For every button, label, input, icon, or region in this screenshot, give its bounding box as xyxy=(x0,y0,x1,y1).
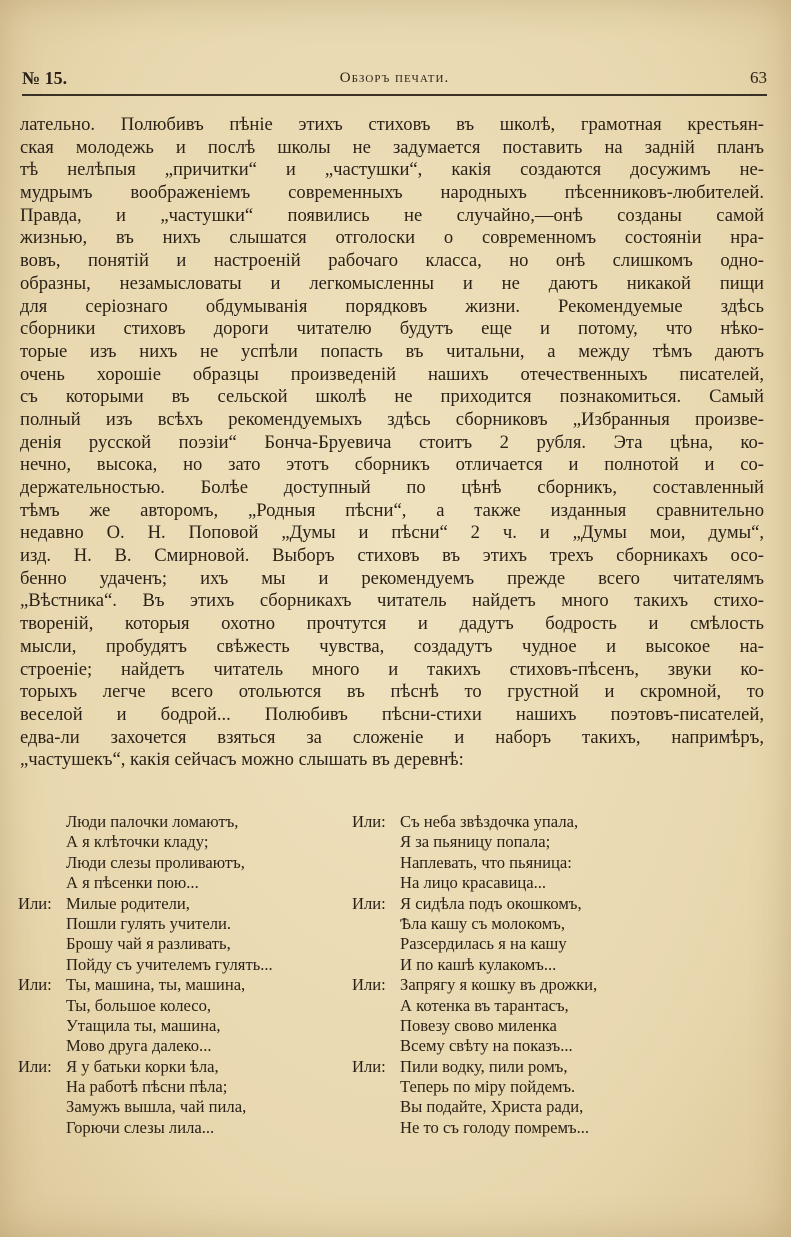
poem-line-text: Ты, машина, ты, машина, xyxy=(66,975,246,995)
poem-line-text: Ѣла кашу съ молокомъ, xyxy=(400,913,566,933)
text-line: строеніе; найдетъ читатель много и такихъ стиховъ-пѣсенъ, звуки ко- xyxy=(20,658,764,680)
poem-line xyxy=(18,1077,358,1097)
text-line: образны, незамысловаты и легкомысленны и не даютъ никакой пищи xyxy=(20,272,764,294)
poem-line xyxy=(352,812,692,832)
poem-line xyxy=(18,894,358,914)
poem-line xyxy=(18,812,358,832)
poem-line-text: Утащила ты, машина, xyxy=(66,1015,221,1035)
text-line: держательностью. Болѣе доступный по цѣнѣ сборникъ, составленный xyxy=(20,477,764,498)
poem-line xyxy=(352,832,692,852)
poem-line xyxy=(18,853,358,873)
poem-line xyxy=(18,873,358,893)
poem-line-text: Пойду съ учителемъ гулять... xyxy=(66,954,273,974)
body-paragraph xyxy=(20,114,764,772)
poem-line-text: Люди палочки ломаютъ, xyxy=(66,812,239,831)
poem-line xyxy=(18,996,358,1016)
poem-line-text: Не то съ голоду помремъ... xyxy=(400,1117,590,1137)
text-line: бенно удаченъ; ихъ мы и рекомендуемъ прежде всего читателямъ xyxy=(20,567,764,589)
text-line: очень хорошіе образцы произведеній нашихъ отечественныхъ писателей, xyxy=(20,363,764,385)
poem-stanza xyxy=(352,975,692,1057)
poem-line-text: Брошу чай я разливать, xyxy=(66,934,231,954)
poem-line xyxy=(352,975,692,995)
text-line: тѣ нелѣпыя „причитки“ и „частушки“, какія создаются досужимъ не- xyxy=(20,159,764,181)
running-title: Обзоръ печати. xyxy=(339,70,450,86)
poem-line-text: На работѣ пѣсни пѣла; xyxy=(66,1077,228,1097)
ili-label: Или: xyxy=(18,1056,52,1076)
poem-line xyxy=(18,914,358,934)
poem-line-text: Горючи слезы лила... xyxy=(66,1117,215,1137)
poem-line-text: Люди слезы проливаютъ, xyxy=(66,852,245,872)
poem-line-text: И по кашѣ кулакомъ... xyxy=(400,954,557,974)
poem-stanza xyxy=(18,894,358,976)
poem-line xyxy=(352,1057,692,1077)
text-line: вовъ, понятій и настроеній рабочаго класса, но онѣ слишкомъ одно- xyxy=(20,250,764,272)
text-line: сборники стиховъ дороги читателю будутъ еще и потому, что нѣко- xyxy=(20,318,764,340)
text-line: твореній, которыя охотно прочтутся и дадутъ бодрость и смѣлость xyxy=(20,613,764,635)
poem-line xyxy=(352,914,692,934)
text-line: полный изъ всѣхъ рекомендуемыхъ здѣсь сборниковъ „Избранныя произве- xyxy=(20,408,764,430)
poem-line-text: Разсердилась я на кашу xyxy=(400,934,567,954)
issue-number: № 15. xyxy=(22,68,68,88)
text-line: Правда, и „частушки“ появились не случайно,—онѣ созданы самой xyxy=(20,204,764,226)
text-line: нечно, высока, но зато этотъ сборникъ отличается и полнотой и со- xyxy=(20,454,764,476)
poem-line-text: Ты, большое колесо, xyxy=(66,995,212,1015)
poem-stanza xyxy=(352,812,692,894)
text-line: для серіознаго обдумыванія порядковъ жизни. Рекомендуемые здѣсь xyxy=(20,295,764,317)
page-header xyxy=(22,68,767,96)
text-line: „Вѣстника“. Въ этихъ сборникахъ читатель найдетъ много такихъ стихо- xyxy=(20,590,764,612)
text-line: мудрымъ воображеніемъ современныхъ народныхъ пѣсенниковъ-любителей. xyxy=(20,182,764,204)
ili-label: Или: xyxy=(352,893,386,913)
poem-line-text: Мово друга далеко... xyxy=(66,1036,212,1056)
poem-stanza xyxy=(352,1057,692,1139)
poem-stanza xyxy=(18,975,358,1057)
poem-stanza xyxy=(18,812,358,894)
poem-line-text: А я пѣсенки пою... xyxy=(66,873,199,893)
poem-line xyxy=(352,1118,692,1138)
poem-line-text: Пили водку, пили ромъ, xyxy=(400,1056,568,1076)
text-line: недавно О. Н. Поповой „Думы и пѣсни“ 2 ч. и „Думы мои, думы“, xyxy=(20,522,764,544)
text-line: ская молодежь и послѣ школы не задумается поставить на задній планъ xyxy=(20,136,764,158)
poem-line xyxy=(18,1036,358,1056)
poem-line-text: А котенка въ тарантасъ, xyxy=(400,995,569,1015)
ili-label: Или: xyxy=(352,812,386,831)
ili-label: Или: xyxy=(352,975,386,995)
poem-line-text: Замужъ вышла, чай пила, xyxy=(66,1097,247,1117)
poem-line-text: Всему свѣту на показъ... xyxy=(400,1036,573,1056)
text-line: денія русской поэзіи“ Бонча-Бруевича стоитъ 2 рубля. Эта цѣна, ко- xyxy=(20,431,764,453)
poem-line xyxy=(352,1077,692,1097)
poem-line xyxy=(352,996,692,1016)
page-number: 63 xyxy=(750,68,767,87)
poem-line-text: Повезу свово миленка xyxy=(400,1015,557,1035)
poem-line xyxy=(352,955,692,975)
poem-line xyxy=(18,1016,358,1036)
poem-line xyxy=(352,1016,692,1036)
ili-label: Или: xyxy=(18,975,52,995)
text-line: торые изъ нихъ не успѣли попасть въ читальни, а между тѣмъ даютъ xyxy=(20,340,764,362)
poem-line xyxy=(352,1036,692,1056)
poem-line xyxy=(352,873,692,893)
poem-line xyxy=(352,934,692,954)
text-line: веселой и бодрой... Полюбивъ пѣсни-стихи нашихъ поэтовъ-писателей, xyxy=(20,703,764,725)
poem-line xyxy=(18,832,358,852)
poem-line-text: Я за пьяницу попала; xyxy=(400,832,551,852)
text-line: жизнью, въ нихъ слышатся отголоски о современномъ состояніи нра- xyxy=(20,227,764,249)
poem-line-text: Запрягу я кошку въ дрожки, xyxy=(400,975,598,995)
text-line: мысли, пробудятъ свѣжесть чувства, создадутъ чудное и высокое на- xyxy=(20,635,764,657)
poem-line-text: Я сидѣла подъ окошкомъ, xyxy=(400,893,582,913)
poem-stanza xyxy=(18,1057,358,1139)
text-line: „частушекъ“, какія сейчасъ можно слышать въ деревнѣ: xyxy=(20,749,464,771)
poem-line-text: Теперь по міру пойдемъ. xyxy=(400,1077,576,1097)
ili-label: Или: xyxy=(18,893,52,913)
poem-line xyxy=(18,934,358,954)
poem-line xyxy=(18,1097,358,1117)
text-line: съ которыми въ сельской школѣ не приходится познакомиться. Самый xyxy=(20,386,764,408)
poem-line xyxy=(352,853,692,873)
poem-line-text: Милые родители, xyxy=(66,893,190,913)
poem-line xyxy=(18,975,358,995)
poem-stanza xyxy=(352,894,692,976)
text-line: едва-ли захочется взяться за сложеніе и наборъ такихъ, напримѣръ, xyxy=(20,726,764,748)
poem-line xyxy=(352,894,692,914)
text-line: изд. Н. В. Смирновой. Выборъ стиховъ въ этихъ трехъ сборникахъ осо- xyxy=(20,545,764,567)
text-line: торыхъ легче всего отольются въ пѣснѣ то грустной и скромной, то xyxy=(20,681,764,703)
poem-line-text: Пошли гулять учители. xyxy=(66,913,232,933)
poem-line xyxy=(18,1057,358,1077)
poem-line xyxy=(18,955,358,975)
poem-line-text: Я у батьки корки ѣла, xyxy=(66,1056,219,1076)
poems-left-column xyxy=(18,812,358,1138)
poem-line-text: Вы подайте, Христа ради, xyxy=(400,1097,584,1117)
poem-line-text: Наплевать, что пьяница: xyxy=(400,852,572,872)
poem-line-text: А я клѣточки кладу; xyxy=(66,832,209,852)
text-line: тѣмъ же авторомъ, „Родныя пѣсни“, а также изданныя сравнительно xyxy=(20,499,764,521)
poem-line xyxy=(352,1097,692,1117)
poem-line xyxy=(18,1118,358,1138)
poem-line-text: На лицо красавица... xyxy=(400,873,547,893)
poem-line-text: Съ неба звѣздочка упала, xyxy=(400,812,579,831)
ili-label: Или: xyxy=(352,1056,386,1076)
poems-right-column xyxy=(352,812,692,1138)
text-line: лательно. Полюбивъ пѣніе этихъ стиховъ въ школѣ, грамотная крестьян- xyxy=(20,114,764,135)
